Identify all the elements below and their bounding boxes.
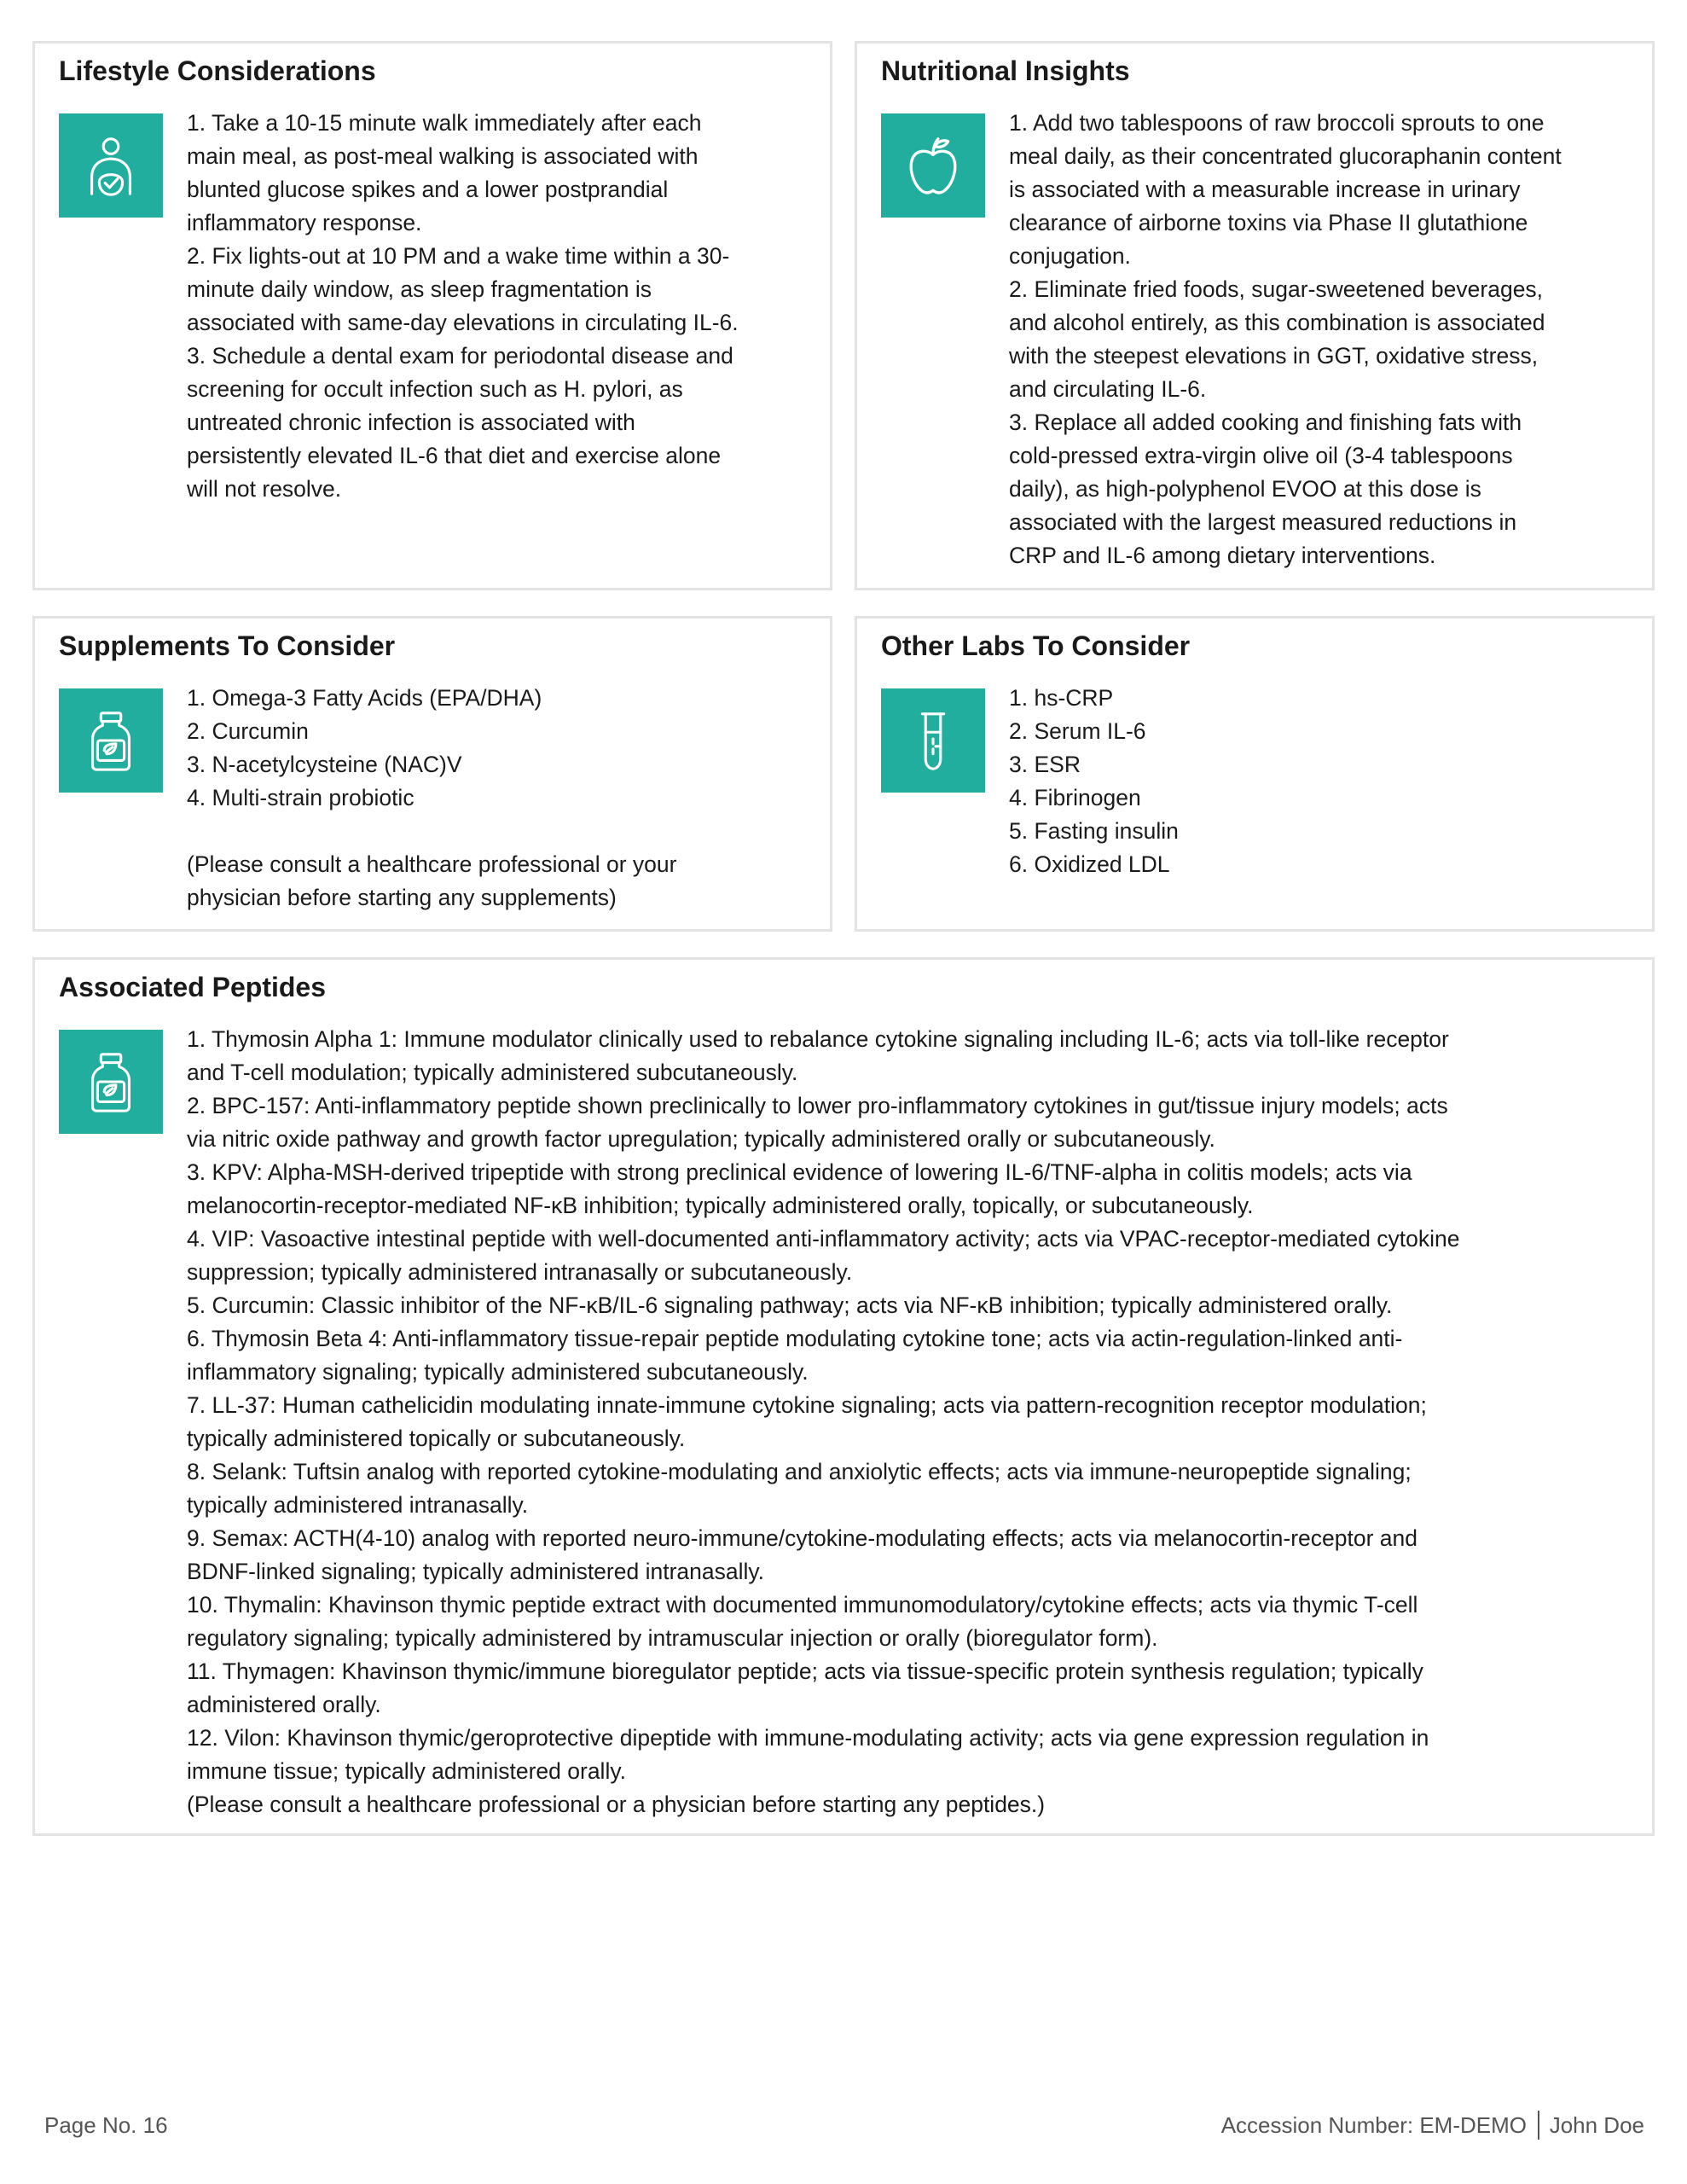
text-line: 1. Add two tablespoons of raw broccoli sprouts to one [1009, 110, 1545, 136]
text-line: 3. N-acetylcysteine (NAC)V [187, 752, 462, 777]
text-line: 1. Take a 10-15 minute walk immediately after each [187, 110, 702, 136]
text-line: 2. Fix lights-out at 10 PM and a wake time within a 30- [187, 243, 730, 269]
text-line: inflammatory response. [187, 210, 422, 235]
text-line: (Please consult a healthcare professional or your [187, 851, 677, 877]
text-line: immune tissue; typically administered orally. [187, 1758, 626, 1784]
text-line: screening for occult infection such as H. pylori, as [187, 376, 683, 402]
patient-name: John Doe [1549, 2112, 1644, 2138]
text-line: melanocortin-receptor-mediated NF-κB inhibition; typically administered orally, topically, or subcutaneously. [187, 1193, 1254, 1218]
text-line: daily), as high-polyphenol EVOO at this dose is [1009, 476, 1481, 502]
text-line: 3. Schedule a dental exam for periodontal disease and [187, 343, 733, 369]
text-line: via nitric oxide pathway and growth factor upregulation; typically administered orally or subcutaneously. [187, 1126, 1215, 1152]
text-line: physician before starting any supplements) [187, 885, 617, 910]
text-line: typically administered topically or subcutaneously. [187, 1426, 686, 1451]
text-line: administered orally. [187, 1692, 381, 1717]
test-tube-icon [881, 688, 985, 793]
text-line: associated with the largest measured reductions in [1009, 509, 1517, 535]
text-line: 11. Thymagen: Khavinson thymic/immune bioregulator peptide; acts via tissue-specific protein synthesis regulation; typically [187, 1658, 1423, 1684]
supplements-note [187, 848, 813, 915]
text-line: 9. Semax: ACTH(4-10) analog with reported neuro-immune/cytokine-modulating effects; acts via melanocortin-receptor and [187, 1525, 1417, 1551]
text-line: 4. Multi-strain probiotic [187, 785, 415, 810]
peptides-card [32, 957, 1655, 1836]
text-line: 12. Vilon: Khavinson thymic/geroprotective dipeptide with immune-modulating activity; acts via gene expression regulation in [187, 1725, 1429, 1751]
text-line: minute daily window, as sleep fragmentation is [187, 276, 652, 302]
text-line: 8. Selank: Tuftsin analog with reported cytokine-modulating and anxiolytic effects; acts via immune-neuropeptide signaling; [187, 1459, 1412, 1484]
text-line: 4. Fibrinogen [1009, 785, 1141, 810]
text-line: 10. Thymalin: Khavinson thymic peptide extract with documented immunomodulatory/cytokine effects; acts via thymic T-cell [187, 1592, 1418, 1618]
text-line: 7. LL-37: Human cathelicidin modulating innate-immune cytokine signaling; acts via pattern-recognition receptor modulation; [187, 1392, 1427, 1418]
person-health-icon [59, 113, 163, 218]
text-line: 2. Eliminate fried foods, sugar-sweetened beverages, [1009, 276, 1544, 302]
text-line: 1. hs-CRP [1009, 685, 1114, 711]
text-line: (Please consult a healthcare professional or a physician before starting any peptides.) [187, 1792, 1046, 1817]
text-line: regulatory signaling; typically administered by intramuscular injection or orally (bioregulator form). [187, 1625, 1158, 1651]
text-line: 3. Replace all added cooking and finishing fats with [1009, 410, 1522, 435]
accession-number: Accession Number: EM-DEMO [1220, 2112, 1527, 2138]
supplements-title: Supplements To Consider [59, 630, 396, 661]
apple-icon [881, 113, 985, 218]
nutrition-title: Nutritional Insights [881, 55, 1130, 86]
text-line: and T-cell modulation; typically administered subcutaneously. [187, 1060, 798, 1085]
peptides-list [187, 1023, 1635, 1821]
text-line: 6. Thymosin Beta 4: Anti-inflammatory tissue-repair peptide modulating cytokine tone; acts via actin-regulation-linked anti- [187, 1326, 1403, 1351]
text-line: persistently elevated IL-6 that diet and exercise alone [187, 443, 722, 468]
text-line: 4. VIP: Vasoactive intestinal peptide with well-documented anti-inflammatory activity; acts via VPAC-receptor-mediated cytokine [187, 1226, 1460, 1252]
text-line: blunted glucose spikes and a lower postprandial [187, 177, 669, 202]
nutrition-card [855, 41, 1655, 590]
text-line: and alcohol entirely, as this combination is associated [1009, 310, 1545, 335]
peptide-bottle-icon [59, 1030, 163, 1134]
text-line: and circulating IL-6. [1009, 376, 1207, 402]
text-line: 2. BPC-157: Anti-inflammatory peptide shown preclinically to lower pro-inflammatory cytokines in gut/tissue injury models; acts [187, 1093, 1448, 1118]
supplements-items [187, 682, 813, 815]
text-line: BDNF-linked signaling; typically administered intranasally. [187, 1559, 765, 1584]
text-line: meal daily, as their concentrated glucoraphanin content [1009, 143, 1562, 169]
text-line: associated with same-day elevations in circulating IL-6. [187, 310, 739, 335]
peptides-title: Associated Peptides [59, 972, 326, 1002]
supplement-bottle-icon [59, 688, 163, 793]
supplements-card [32, 616, 832, 932]
text-line: 2. Serum IL-6 [1009, 718, 1146, 744]
text-line: typically administered intranasally. [187, 1492, 529, 1518]
text-line: conjugation. [1009, 243, 1131, 269]
labs-list [1009, 682, 1635, 881]
lifestyle-title: Lifestyle Considerations [59, 55, 376, 86]
footer-separator [1538, 2111, 1539, 2140]
text-line: will not resolve. [187, 476, 342, 502]
text-line: untreated chronic infection is associated with [187, 410, 635, 435]
text-line: with the steepest elevations in GGT, oxidative stress, [1009, 343, 1539, 369]
page-number: Page No. 16 [44, 2112, 168, 2138]
labs-title: Other Labs To Consider [881, 630, 1191, 661]
text-line: is associated with a measurable increase in urinary [1009, 177, 1521, 202]
text-line: main meal, as post-meal walking is associated with [187, 143, 699, 169]
supplements-list [187, 682, 813, 915]
text-line: 6. Oxidized LDL [1009, 851, 1170, 877]
text-line: 3. ESR [1009, 752, 1081, 777]
text-line: 3. KPV: Alpha-MSH-derived tripeptide with strong preclinical evidence of lowering IL-6/TNF-alpha in colitis models; acts via [187, 1159, 1412, 1185]
nutrition-list [1009, 107, 1635, 572]
text-line: 1. Thymosin Alpha 1: Immune modulator clinically used to rebalance cytokine signaling including IL-6; acts via toll-like receptor [187, 1026, 1449, 1052]
text-line: cold-pressed extra-virgin olive oil (3-4 tablespoons [1009, 443, 1513, 468]
text-line: suppression; typically administered intranasally or subcutaneously. [187, 1259, 853, 1285]
text-line: clearance of airborne toxins via Phase II glutathione [1009, 210, 1528, 235]
text-line: CRP and IL-6 among dietary interventions. [1009, 543, 1436, 568]
lifestyle-list [187, 107, 813, 506]
text-line: inflammatory signaling; typically administered subcutaneously. [187, 1359, 809, 1385]
lifestyle-card [32, 41, 832, 590]
text-line: 1. Omega-3 Fatty Acids (EPA/DHA) [187, 685, 542, 711]
text-line: 2. Curcumin [187, 718, 309, 744]
text-line: 5. Curcumin: Classic inhibitor of the NF-κB/IL-6 signaling pathway; acts via NF-κB inhibition; typically administered orally. [187, 1292, 1393, 1318]
labs-card [855, 616, 1655, 932]
text-line: 5. Fasting insulin [1009, 818, 1179, 844]
